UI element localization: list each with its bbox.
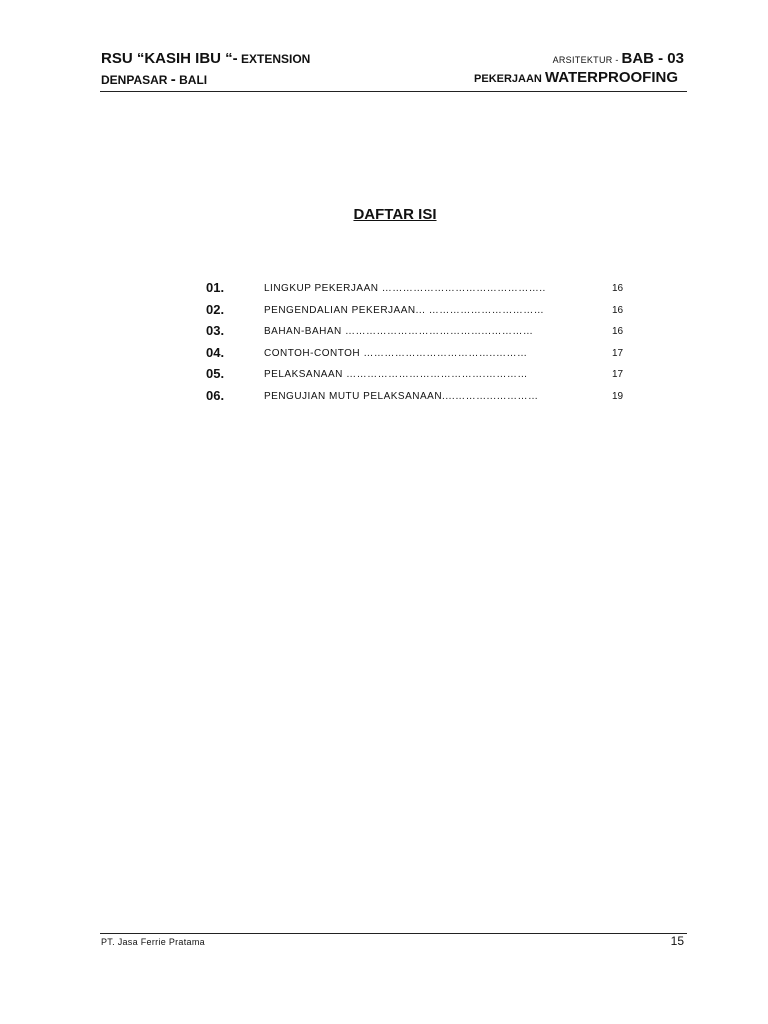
document-title: DAFTAR ISI (353, 206, 437, 223)
header-project-extension: EXTENSION (237, 52, 311, 66)
header-project-name: RSU “KASIH IBU “- (101, 50, 238, 67)
toc-item-number: 02. (206, 301, 225, 317)
toc-item-page: 17 (612, 369, 624, 381)
toc-item-page: 16 (612, 304, 624, 316)
header-location: DENPASAR - BALI (101, 71, 208, 88)
toc-item-page: 16 (612, 283, 624, 294)
footer-page-number: 15 (670, 934, 684, 948)
toc-item-number: 04. (206, 344, 225, 360)
toc-item-number: 03. (206, 323, 225, 339)
toc-item-number: 05. (206, 366, 225, 382)
header-rule (100, 91, 687, 92)
toc-item-number: 01. (206, 280, 225, 295)
toc-item-title: LINGKUP PEKERJAAN ……………………………………….. (264, 283, 546, 294)
toc-item-number: 06. (206, 388, 225, 403)
footer-rule (100, 933, 687, 934)
header-chapter-number: BAB - 03 (621, 50, 684, 67)
header-chapter (553, 50, 684, 68)
toc-item-title: PENGUJIAN MUTU PELAKSANAAN....………...………… (264, 391, 539, 402)
footer-company: PT. Jasa Ferrie Pratama (101, 937, 205, 947)
header-project-title (101, 50, 310, 68)
header-discipline: ARSITEKTUR - (552, 55, 622, 65)
toc-item-page: 17 (612, 347, 624, 359)
toc-item-title: PELAKSANAAN ………………………………….………… (264, 369, 528, 381)
toc-item-title: PENGENDALIAN PEKERJAAN... …………………………… (264, 304, 545, 316)
toc-item-page: 19 (612, 391, 624, 402)
toc-item-title: CONTOH-CONTOH ………………………………..……… (264, 347, 528, 359)
header-work-title: PEKERJAAN WATERPROOFING (474, 69, 678, 86)
toc-item-page: 16 (612, 326, 624, 338)
toc-item-title: BAHAN-BAHAN …………………………………...………… (264, 326, 534, 338)
